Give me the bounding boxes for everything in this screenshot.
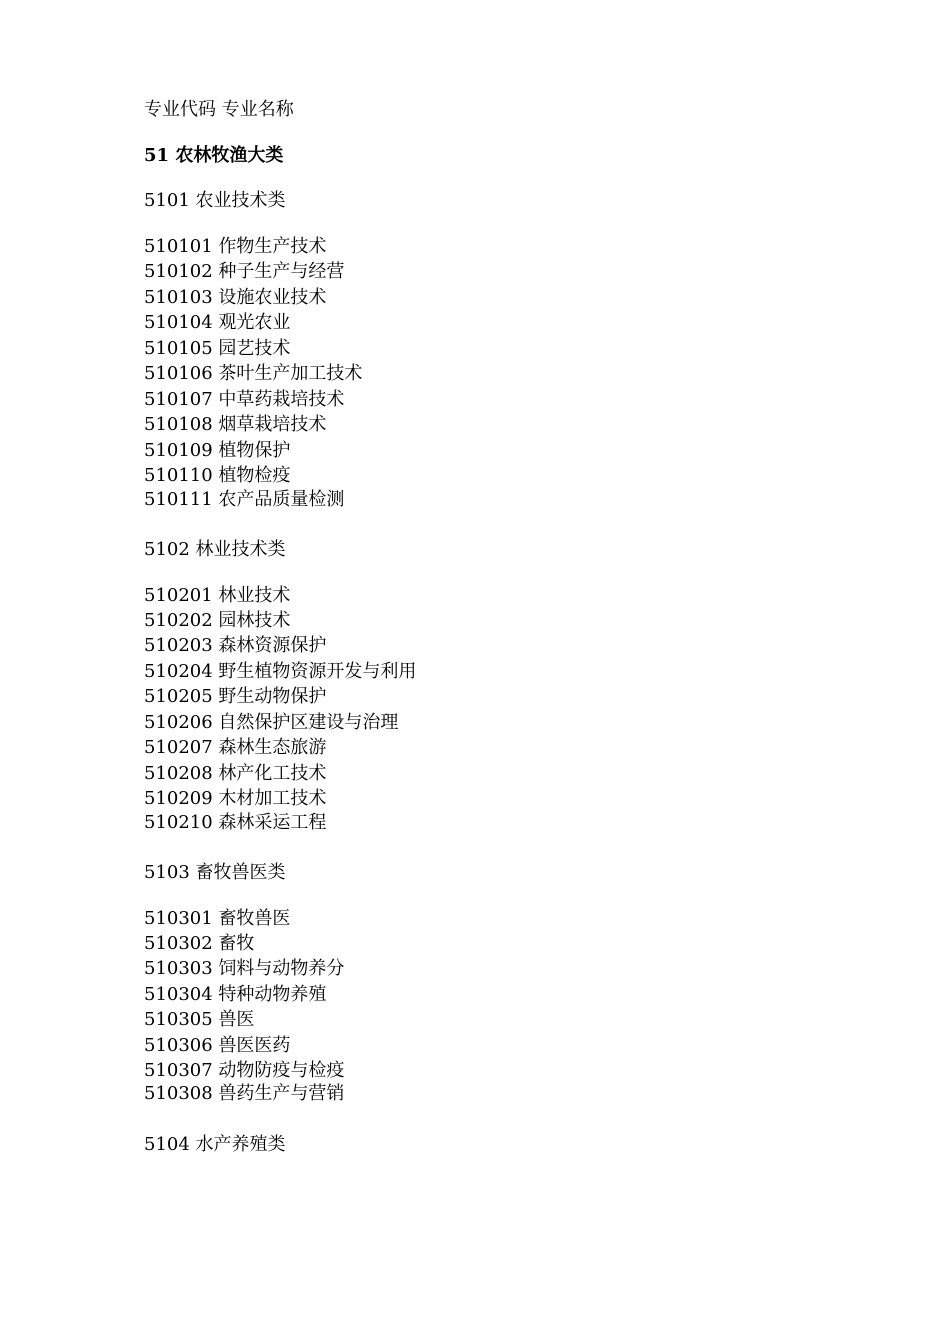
list-item: 510204 野生植物资源开发与利用 (144, 661, 417, 682)
list-item: 510106 茶叶生产加工技术 (144, 363, 363, 384)
group-heading: 5101 农业技术类 (144, 190, 286, 211)
list-item: 510110 植物检疫 (144, 465, 291, 486)
list-item: 510202 园林技术 (144, 610, 291, 631)
list-item: 510207 森林生态旅游 (144, 737, 327, 758)
list-item: 510104 观光农业 (144, 312, 291, 333)
group-heading: 5103 畜牧兽医类 (144, 862, 286, 883)
list-item: 510111 农产品质量检测 (144, 489, 345, 510)
list-item: 510302 畜牧 (144, 933, 255, 954)
list-item: 510305 兽医 (144, 1009, 255, 1030)
list-item: 510108 烟草栽培技术 (144, 414, 327, 435)
list-item: 510103 设施农业技术 (144, 287, 327, 308)
list-item: 510210 森林采运工程 (144, 812, 327, 833)
list-item: 510308 兽药生产与营销 (144, 1083, 345, 1104)
list-item: 510206 自然保护区建设与治理 (144, 712, 399, 733)
list-item: 510301 畜牧兽医 (144, 908, 291, 929)
group-heading: 5104 水产养殖类 (144, 1134, 286, 1155)
list-item: 510303 饲料与动物养分 (144, 958, 345, 979)
list-item: 510107 中草药栽培技术 (144, 389, 345, 410)
list-item: 510205 野生动物保护 (144, 686, 327, 707)
document-page (144, 0, 904, 1344)
list-item: 510208 林产化工技术 (144, 763, 327, 784)
group-heading: 5102 林业技术类 (144, 539, 286, 560)
list-item: 510101 作物生产技术 (144, 236, 327, 257)
list-item: 510203 森林资源保护 (144, 635, 327, 656)
list-item: 510307 动物防疫与检疫 (144, 1060, 345, 1081)
list-item: 510201 林业技术 (144, 585, 291, 606)
list-item: 510102 种子生产与经营 (144, 261, 345, 282)
list-item: 510209 木材加工技术 (144, 788, 327, 809)
list-item: 510306 兽医医药 (144, 1035, 291, 1056)
list-item: 510109 植物保护 (144, 440, 291, 461)
top-category: 51 农林牧渔大类 (144, 145, 284, 166)
column-header: 专业代码 专业名称 (144, 99, 294, 120)
list-item: 510304 特种动物养殖 (144, 984, 327, 1005)
list-item: 510105 园艺技术 (144, 338, 291, 359)
